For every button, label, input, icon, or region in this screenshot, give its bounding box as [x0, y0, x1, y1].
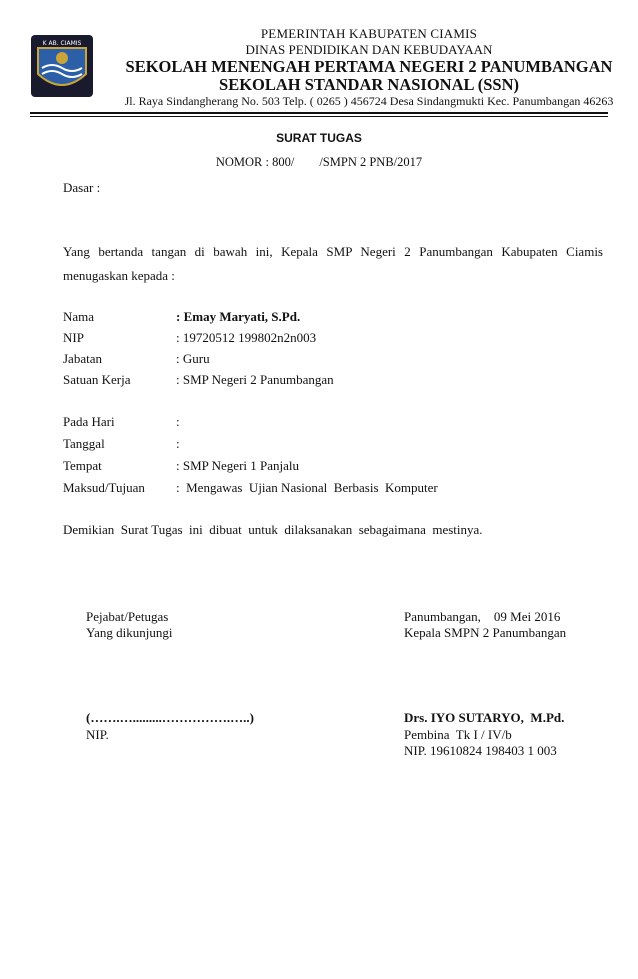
right-sign-nip: NIP. 19610824 198403 1 003 [404, 743, 557, 758]
letterhead-rule-thick [30, 112, 608, 114]
left-sign-nip: NIP. [86, 727, 109, 742]
left-sign-role-1: Pejabat/Petugas [86, 609, 169, 624]
logo-text: K AB. CIAMIS [42, 40, 82, 47]
field-value-jabatan: : Guru [176, 351, 210, 366]
right-sign-rank: Pembina Tk I / IV/b [404, 727, 512, 742]
field-value-nip: : 19720512 199802n2n003 [176, 330, 317, 345]
letterhead-rule-thin [30, 116, 608, 117]
field-value-satuan-kerja: : SMP Negeri 2 Panumbangan [176, 372, 334, 387]
field-value-tanggal: : [176, 436, 180, 451]
right-sign-name: Drs. IYO SUTARYO, M.Pd. [404, 710, 565, 725]
field-value-tempat: : SMP Negeri 1 Panjalu [176, 458, 300, 473]
field-label-pada-hari: Pada Hari [63, 414, 115, 429]
document-title: SURAT TUGAS [276, 131, 362, 145]
field-value-pada-hari: : [176, 414, 180, 429]
regency-logo [30, 34, 94, 98]
field-value-maksud: : Mengawas Ujian Nasional Berbasis Komputer [176, 480, 438, 495]
school-name: SEKOLAH MENENGAH PERTAMA NEGERI 2 PANUMBANGAN [125, 57, 613, 76]
document-number: NOMOR : 800/ /SMPN 2 PNB/2017 [215, 155, 423, 169]
dasar-label: Dasar : [63, 180, 101, 195]
intro-paragraph: Yang bertanda tangan di bawah ini, Kepala SMP Negeri 2 Panumbangan Kabupaten Ciamis menugaskan kepada : [63, 244, 603, 283]
field-value-nama: : Emay Maryati, S.Pd. [176, 309, 301, 324]
field-label-nama: Nama [63, 309, 95, 324]
left-sign-role-2: Yang dikunjungi [86, 625, 173, 640]
right-sign-place-date: Panumbangan, 09 Mei 2016 [404, 609, 561, 624]
school-address: Jl. Raya Sindangherang No. 503 Telp. ( 0265 ) 456724 Desa Sindangmukti Kec. Panumbangan 46263 [124, 94, 614, 108]
school-status: SEKOLAH STANDAR NASIONAL (SSN) [219, 75, 519, 94]
field-label-tanggal: Tanggal [63, 436, 105, 451]
field-label-jabatan: Jabatan [63, 351, 102, 366]
letterhead-line-2: DINAS PENDIDIKAN DAN KEBUDAYAAN [245, 42, 493, 57]
letterhead-line-1: PEMERINTAH KABUPATEN CIAMIS [260, 26, 478, 41]
field-label-tempat: Tempat [63, 458, 102, 473]
field-label-nip: NIP [63, 330, 84, 345]
field-label-satuan-kerja: Satuan Kerja [63, 372, 131, 387]
right-sign-role: Kepala SMPN 2 Panumbangan [404, 625, 567, 640]
closing-statement: Demikian Surat Tugas ini dibuat untuk dilaksanakan sebagaimana mestinya. [63, 522, 483, 537]
field-label-maksud: Maksud/Tujuan [63, 480, 145, 495]
left-sign-name: (…….….........…………….…..) [86, 710, 254, 725]
